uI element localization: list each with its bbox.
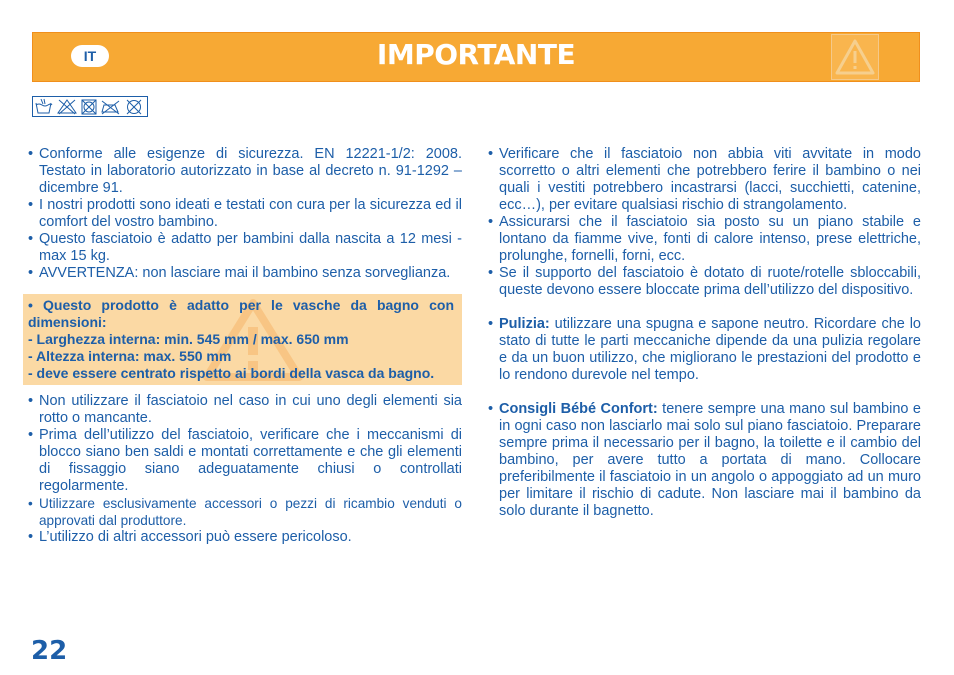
- no-bleach-icon: [58, 100, 76, 114]
- highlight-line: - Larghezza interna: min. 545 mm / max. 650 mm: [28, 331, 349, 347]
- no-iron-icon: [102, 101, 119, 114]
- list-item: • L’utilizzo di altri accessori può essere pericoloso.: [28, 529, 462, 546]
- cleaning-paragraph: [488, 316, 921, 384]
- page-title: IMPORTANTE: [376, 38, 576, 71]
- list-item: • Conforme alle esigenze di sicurezza. EN 12221-1/2: 2008. Testato in laboratorio autorizzato in base al decreto n. 91-1292 – dicembre 91.: [28, 146, 462, 197]
- list-item: • Questo fasciatoio è adatto per bambini dalla nascita a 12 mesi - max 15 kg.: [28, 231, 462, 265]
- right-column: [488, 146, 921, 520]
- header-banner: [32, 32, 920, 82]
- highlight-line: - deve essere centrato rispetto ai bordi della vasca da bagno.: [28, 365, 435, 381]
- list-item: • AVVERTENZA: non lasciare mai il bambino senza sorveglianza.: [28, 265, 462, 282]
- page-number: 22: [31, 636, 68, 666]
- list-item: • I nostri prodotti sono ideati e testati con cura per la sicurezza ed il comfort del vostro bambino.: [28, 197, 462, 231]
- cleaning-label: Pulizia:: [499, 316, 550, 332]
- list-item: • Non utilizzare il fasciatoio nel caso in cui uno degli elementi sia rotto o mancante.: [28, 393, 462, 427]
- highlight-line: • Questo prodotto è adatto per le vasche da bagno con dimensioni:: [28, 297, 454, 330]
- advice-text: tenere sempre una mano sul bambino e in ogni caso non lasciarlo mai solo sul piano fasciatoio. Preparare sempre prima il necessario per il bagno, la toilette e il cambio del bambino, per avere tutto a portata di mano. Collocare preferibilmente il fasciatoio in un angolo o appoggiato ad un muro per limitare il rischio di cadute. Non lasciare mai il bambino da solo durante il bagnetto.: [499, 401, 921, 519]
- advice-paragraph: [488, 401, 921, 520]
- bath-size-highlight: [23, 294, 462, 385]
- list-item: • Utilizzare esclusivamente accessori o pezzi di ricambio venduti o approvati dal produttore.: [28, 495, 462, 529]
- list-item: • Se il supporto del fasciatoio è dotato di ruote/rotelle sbloccabili, queste devono essere bloccate prima dell’utilizzo del dispositivo.: [488, 265, 921, 299]
- no-dry-clean-icon: [127, 100, 141, 114]
- list-item: • Prima dell’utilizzo del fasciatoio, verificare che i meccanismi di blocco siano ben saldi e montati correttamente e che gli elementi di fissaggio siano adeguatamente chiusi o controllati regolarmente.: [28, 427, 462, 495]
- advice-label: Consigli Bébé Confort:: [499, 401, 658, 417]
- warning-triangle-icon: [831, 34, 879, 80]
- care-symbols: [32, 96, 148, 117]
- no-tumble-dry-icon: [82, 100, 96, 114]
- list-item: • Verificare che il fasciatoio non abbia viti avvitate in modo scorretto o altri elementi che potrebbero ferire il bambino o nei quali i vestiti potrebbero incastrarsi (lacci, succhietti, catenine, ecc…), per evitare qualsiasi rischio di strangolamento.: [488, 146, 921, 214]
- hand-wash-icon: [36, 99, 52, 113]
- list-item: • Assicurarsi che il fasciatoio sia posto su un piano stabile e lontano da fiamme vive, fonti di calore intenso, prese elettriche, prolunghe, fornelli, forni, ecc.: [488, 214, 921, 265]
- left-column: [28, 146, 462, 546]
- language-badge: IT: [71, 45, 109, 67]
- cleaning-text: utilizzare una spugna e sapone neutro. Ricordare che lo stato di tutte le parti meccaniche dipende da una pulizia regolare e da un buon utilizzo, che migliorano le prestazioni del prodotto e lo rendono durevole nel tempo.: [499, 316, 921, 383]
- highlight-line: - Altezza interna: max. 550 mm: [28, 348, 232, 364]
